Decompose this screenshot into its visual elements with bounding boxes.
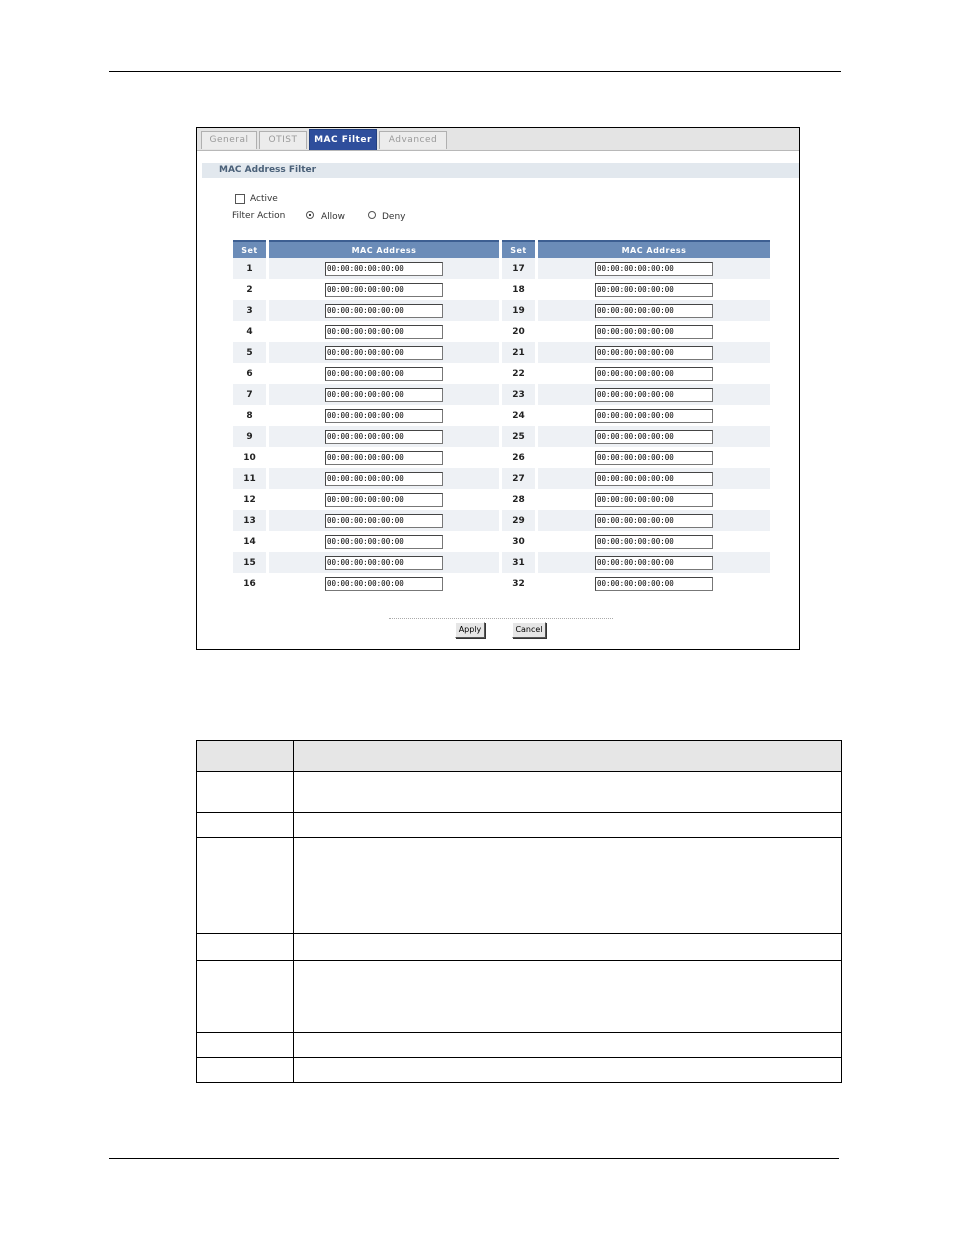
- table-row: [233, 363, 770, 384]
- deny-label: Deny: [382, 212, 406, 222]
- table-row: [233, 300, 770, 321]
- mac-address-input[interactable]: [325, 451, 443, 465]
- footer-rule: [109, 1158, 839, 1159]
- mac-address-input[interactable]: [595, 409, 713, 423]
- table-cell: [294, 1058, 842, 1083]
- set-number: 17: [502, 258, 535, 279]
- table-row: [233, 321, 770, 342]
- mac-address-input[interactable]: [595, 556, 713, 570]
- set-number: 3: [233, 300, 266, 321]
- mac-column-header: MAC Address: [269, 241, 499, 258]
- set-number: 25: [502, 426, 535, 447]
- mac-address-input[interactable]: [595, 367, 713, 381]
- table-cell: [294, 813, 842, 838]
- mac-address-input[interactable]: [595, 493, 713, 507]
- table-row: [233, 342, 770, 363]
- apply-button[interactable]: Apply: [455, 622, 485, 638]
- set-number: 24: [512, 410, 525, 421]
- tab-bar: [197, 128, 799, 151]
- tab-mac-filter[interactable]: MAC Filter: [309, 129, 377, 150]
- mac-address-input[interactable]: [595, 325, 713, 339]
- set-number: 14: [243, 536, 256, 547]
- mac-address-input[interactable]: [325, 493, 443, 507]
- mac-address-input[interactable]: [595, 346, 713, 360]
- allow-label: Allow: [321, 212, 346, 222]
- table-row: [233, 468, 770, 489]
- table-cell: [294, 838, 842, 934]
- set-number: 11: [233, 468, 266, 489]
- mac-address-table: [233, 240, 770, 594]
- set-number: 13: [233, 510, 266, 531]
- table-row: [233, 510, 770, 531]
- set-number: 9: [233, 426, 266, 447]
- mac-address-input[interactable]: [325, 514, 443, 528]
- set-number: 23: [502, 384, 535, 405]
- tab-general[interactable]: General: [201, 131, 257, 149]
- set-column-header: Set: [502, 241, 535, 258]
- mac-filter-screenshot: [196, 127, 800, 650]
- table-header-cell: [294, 741, 842, 772]
- divider: [389, 618, 613, 619]
- table-cell: [294, 934, 842, 961]
- table-row: [233, 384, 770, 405]
- set-number: 31: [502, 552, 535, 573]
- mac-address-input[interactable]: [595, 451, 713, 465]
- set-number: 7: [233, 384, 266, 405]
- active-label: Active: [250, 194, 278, 204]
- table-row: [233, 489, 770, 510]
- mac-address-input[interactable]: [325, 283, 443, 297]
- set-number: 21: [502, 342, 535, 363]
- table-cell: [197, 813, 294, 838]
- filter-action-label: Filter Action: [232, 211, 286, 221]
- tab-advanced[interactable]: Advanced: [379, 131, 447, 149]
- table-cell: [197, 961, 294, 1033]
- table-row: [233, 531, 770, 552]
- mac-address-input[interactable]: [595, 283, 713, 297]
- set-number: 29: [502, 510, 535, 531]
- set-number: 20: [512, 326, 525, 337]
- set-number: 6: [246, 368, 253, 379]
- table-cell: [294, 772, 842, 813]
- table-header-cell: [197, 741, 294, 772]
- mac-address-input[interactable]: [595, 388, 713, 402]
- mac-address-input[interactable]: [595, 535, 713, 549]
- mac-address-input[interactable]: [595, 472, 713, 486]
- active-checkbox[interactable]: [235, 194, 245, 204]
- allow-radio[interactable]: [306, 211, 314, 219]
- set-number: 12: [243, 494, 256, 505]
- set-number: 22: [512, 368, 525, 379]
- mac-column-header: MAC Address: [538, 241, 770, 258]
- mac-address-input[interactable]: [325, 430, 443, 444]
- set-number: 18: [512, 284, 525, 295]
- table-cell: [294, 961, 842, 1033]
- table-row: [233, 258, 770, 279]
- table-cell: [197, 772, 294, 813]
- section-title: MAC Address Filter: [202, 163, 799, 178]
- cancel-button[interactable]: Cancel: [512, 622, 546, 638]
- mac-address-input[interactable]: [325, 409, 443, 423]
- set-column-header: Set: [233, 241, 266, 258]
- mac-address-input[interactable]: [595, 514, 713, 528]
- mac-address-input[interactable]: [595, 262, 713, 276]
- mac-address-input[interactable]: [325, 388, 443, 402]
- mac-address-input[interactable]: [595, 430, 713, 444]
- set-number: 15: [233, 552, 266, 573]
- table-cell: [197, 838, 294, 934]
- set-number: 8: [246, 410, 253, 421]
- set-number: 27: [502, 468, 535, 489]
- tab-otist[interactable]: OTIST: [259, 131, 307, 149]
- deny-radio[interactable]: [368, 211, 376, 219]
- set-number: 2: [246, 284, 253, 295]
- set-number: 19: [502, 300, 535, 321]
- table-row: [233, 447, 770, 468]
- table-cell: [197, 1033, 294, 1058]
- set-number: 16: [243, 578, 256, 589]
- table-cell: [294, 1033, 842, 1058]
- set-number: 26: [512, 452, 525, 463]
- mac-address-input[interactable]: [325, 262, 443, 276]
- mac-address-input[interactable]: [325, 556, 443, 570]
- table-row: [233, 426, 770, 447]
- set-number: 32: [512, 578, 525, 589]
- mac-address-input[interactable]: [325, 577, 443, 591]
- table-row: [233, 279, 770, 300]
- table-row: [233, 573, 770, 594]
- set-number: 28: [512, 494, 525, 505]
- set-number: 4: [246, 326, 253, 337]
- header-rule: [109, 71, 841, 72]
- mac-address-input[interactable]: [325, 346, 443, 360]
- mac-address-input[interactable]: [595, 577, 713, 591]
- set-number: 30: [512, 536, 525, 547]
- set-number: 1: [233, 258, 266, 279]
- mac-address-input[interactable]: [325, 472, 443, 486]
- mac-address-input[interactable]: [325, 325, 443, 339]
- set-number: 5: [233, 342, 266, 363]
- set-number: 10: [243, 452, 256, 463]
- table-row: [233, 552, 770, 573]
- table-cell: [197, 934, 294, 961]
- field-description-table: [196, 740, 842, 1083]
- table-cell: [197, 1058, 294, 1083]
- mac-address-input[interactable]: [325, 304, 443, 318]
- table-row: [233, 405, 770, 426]
- mac-address-input[interactable]: [325, 367, 443, 381]
- mac-address-input[interactable]: [325, 535, 443, 549]
- mac-address-input[interactable]: [595, 304, 713, 318]
